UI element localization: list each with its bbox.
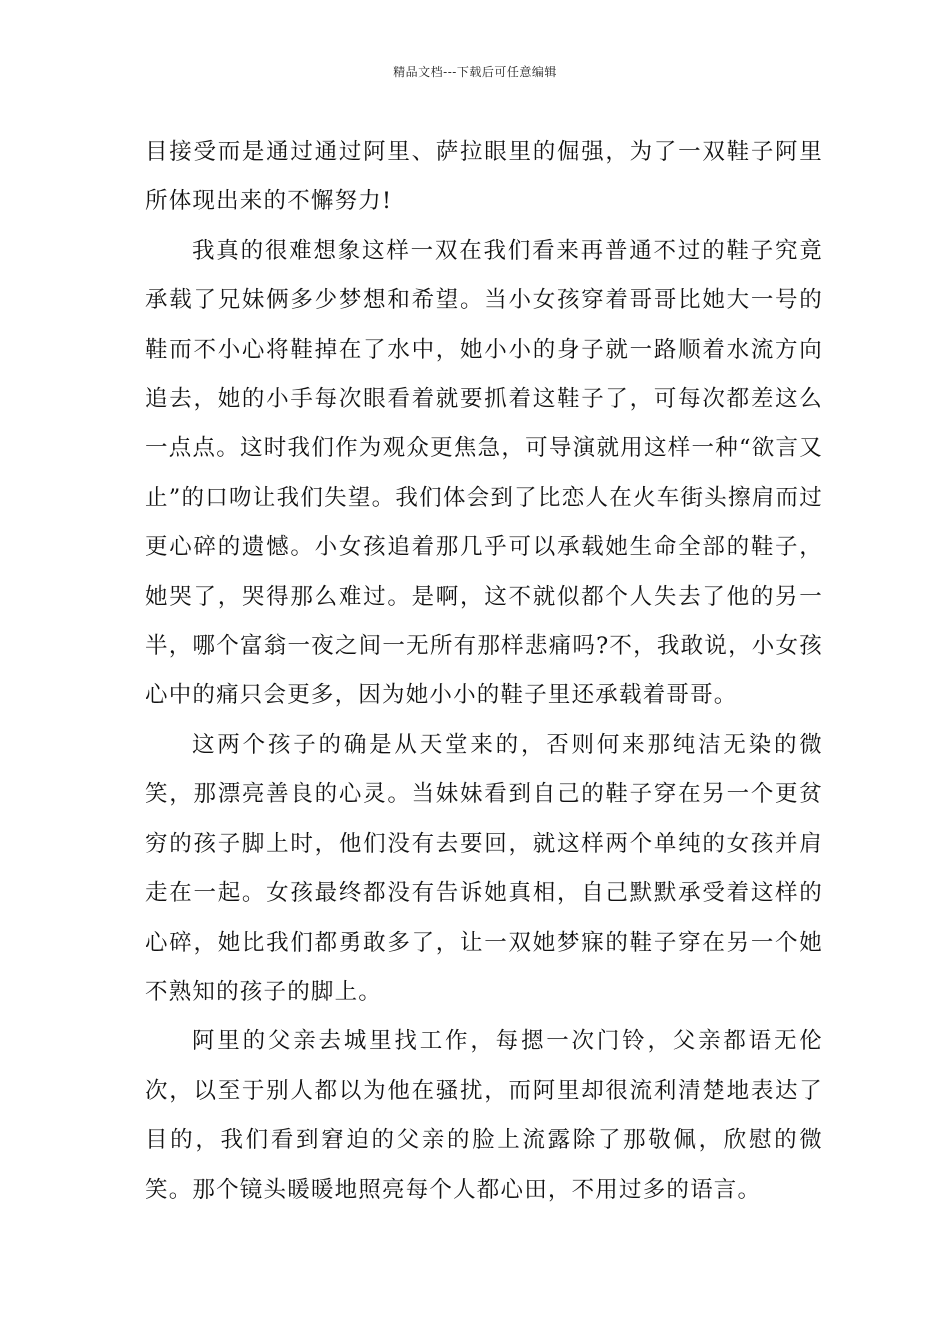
document-body — [145, 128, 823, 1215]
paragraph-continuation: 目接受而是通过通过阿里、萨拉眼里的倔强，为了一双鞋子阿里所体现出来的不懈努力! — [145, 139, 823, 215]
paragraph-shoes-dream: 我真的很难想象这样一双在我们看来再普通不过的鞋子究竟承载了兄妹俩多少梦想和希望。当小女孩穿着哥哥比她大一号的鞋而不小心将鞋掉在了水中，她小小的身子就一路顺着水流方向追去，她的小手每次眼看着就要抓着这鞋子了，可每次都差这么一点点。这时我们作为观众更焦急，可导演就用这样一种“欲言又止”的口吻让我们失望。我们体会到了比恋人在火车街头擦肩而过更心碎的遗憾。小女孩追着那几乎可以承载她生命全部的鞋子，她哭了，哭得那么难过。是啊，这不就似都个人失去了他的另一半，哪个富翁一夜之间一无所有那样悲痛吗?不，我敢说，小女孩心中的痛只会更多，因为她小小的鞋子里还承载着哥哥。 — [145, 237, 823, 709]
paragraph-father-job: 阿里的父亲去城里找工作，每摁一次门铃，父亲都语无伦次，以至于别人都以为他在骚扰，而阿里却很流利清楚地表达了目的，我们看到窘迫的父亲的脸上流露除了那敬佩，欣慰的微笑。那个镜头暖暖地照亮每个人都心田，不用过多的语言。 — [145, 1028, 823, 1203]
paragraph-two-children: 这两个孩子的确是从天堂来的，否则何来那纯洁无染的微笑，那漂亮善良的心灵。当妹妹看到自己的鞋子穿在另一个更贫穷的孩子脚上时，他们没有去要回，就这样两个单纯的女孩并肩走在一起。女孩最终都没有告诉她真相，自己默默承受着这样的心碎，她比我们都勇敢多了，让一双她梦寐的鞋子穿在另一个她不熟知的孩子的脚上。 — [145, 731, 823, 1005]
page-header: 精品文档---下载后可任意编辑 — [393, 65, 557, 79]
